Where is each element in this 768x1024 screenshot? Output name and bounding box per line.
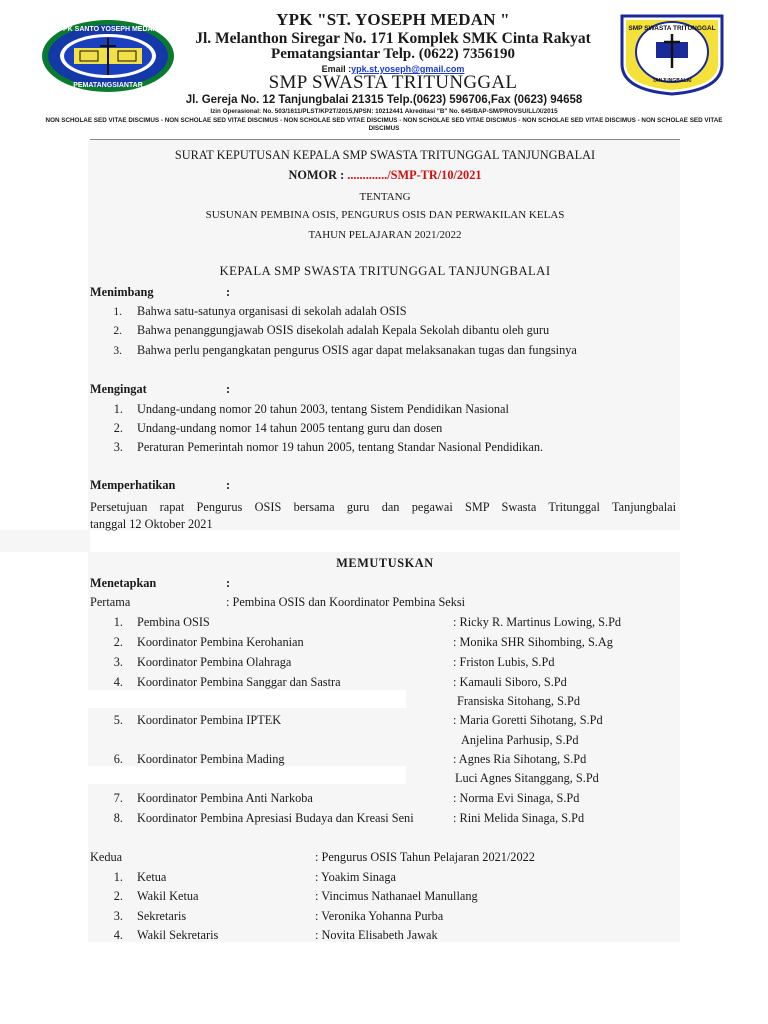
mengingat-num: 1. xyxy=(113,402,123,416)
page-shade xyxy=(0,530,90,552)
pembina-num: 4. xyxy=(113,675,123,689)
pembina-role: Koordinator Pembina Mading xyxy=(137,752,285,766)
logo-ring-top: YPK SANTO YOSEPH MEDAN xyxy=(58,26,158,33)
school-address: Jl. Gereja No. 12 Tanjungbalai 21315 Telp.(0623) 596706,Fax (0623) 94658 xyxy=(185,94,583,106)
menetapkan-label: Menetapkan xyxy=(90,576,157,590)
foundation-name: YPK "ST. YOSEPH MEDAN " xyxy=(276,10,510,29)
mengingat-num: 2. xyxy=(113,421,123,435)
pertama-text: : Pembina OSIS dan Koordinator Pembina Seksi xyxy=(226,595,466,609)
pembina-name: : Ricky R. Martinus Lowing, S.Pd xyxy=(453,615,622,629)
pembina-num: 1. xyxy=(113,615,123,629)
memperhatikan-label: Memperhatikan xyxy=(90,478,176,492)
menimbang-num: 2. xyxy=(113,325,122,337)
pertama-label: Pertama xyxy=(90,595,131,609)
menimbang-num: 1. xyxy=(113,306,122,318)
pembina-role: Pembina OSIS xyxy=(137,615,210,629)
page-shade xyxy=(88,766,406,784)
pembina-num: 3. xyxy=(113,655,123,669)
pengurus-role: Ketua xyxy=(137,870,167,884)
page-shade xyxy=(88,690,406,708)
menimbang-item: Bahwa perlu pengangkatan pengurus OSIS agar dapat melaksanakan tugas dan fungsinya xyxy=(137,343,577,357)
pengurus-num: 1. xyxy=(113,870,123,884)
pembina-num: 7. xyxy=(113,791,123,805)
memperhatikan-text-date: tanggal 12 Oktober 2021 xyxy=(90,517,213,531)
pengurus-num: 4. xyxy=(113,928,123,942)
pembina-num: 8. xyxy=(113,811,123,825)
pengurus-name: : Yoakim Sinaga xyxy=(315,870,396,884)
school-permit: Izin Operasional: No. 503/1611/PLST/KP2T/2015,NPSN: 10212441 Akreditasi "B" No. 645/BAP-SM/PROVSU/LL/X/2015 xyxy=(210,108,558,115)
pembina-role: Koordinator Pembina Anti Narkoba xyxy=(137,791,313,805)
decree-title: SURAT KEPUTUSAN KEPALA SMP SWASTA TRITUNGGAL TANJUNGBALAI xyxy=(174,148,596,162)
school-motto: NON SCHOLAE SED VITAE DISCIMUS - NON SCHOLAE SED VITAE DISCIMUS - NON SCHOLAE SED VITAE DISCIMUS - NON SCHOLAE SED VITAE DISCIMUS - NON SCHOLAE SED VITAE DISCIMUS - NON SCHOLAE SED VITAE DISCIMUS xyxy=(45,117,723,132)
mengingat-item: Undang-undang nomor 14 tahun 2005 tentang guru dan dosen xyxy=(137,421,443,435)
decree-number-label: NOMOR : xyxy=(288,168,348,182)
pengurus-role: Sekretaris xyxy=(137,909,187,923)
mengingat-label: Mengingat xyxy=(90,382,147,396)
pembina-name-extra: Luci Agnes Sitanggang, S.Pd xyxy=(455,771,599,785)
school-name: SMP SWASTA TRITUNGGAL xyxy=(268,72,518,93)
pembina-num: 5. xyxy=(113,713,123,727)
pembina-role: Koordinator Pembina Olahraga xyxy=(137,655,292,669)
kedua-label: Kedua xyxy=(90,850,123,864)
pembina-role: Koordinator Pembina IPTEK xyxy=(137,713,282,727)
email-label: Email : xyxy=(321,64,352,74)
menimbang-item: Bahwa penanggungjawab OSIS disekolah adalah Kepala Sekolah dibantu oleh guru xyxy=(137,323,550,337)
memutuskan-heading: MEMUTUSKAN xyxy=(336,556,434,570)
letterhead-divider xyxy=(90,139,680,140)
pembina-name: : Maria Goretti Sihotang, S.Pd xyxy=(453,713,603,727)
email-link[interactable]: ypk.st.yoseph@gmail.com xyxy=(351,64,465,74)
menimbang-num: 3. xyxy=(113,345,122,357)
foundation-city-phone: Pematangsiantar Telp. (0622) 7356190 xyxy=(271,46,515,62)
decree-about: TENTANG xyxy=(359,191,411,203)
pembina-name: : Norma Evi Sinaga, S.Pd xyxy=(453,791,580,805)
decree-number xyxy=(90,168,680,183)
memperhatikan-text-line: Persetujuan rapat Pengurus OSIS bersama guru dan pegawai SMP Swasta Tritunggal Tanjungbalai xyxy=(90,500,676,514)
menimbang-colon: : xyxy=(226,285,231,299)
pengurus-name: : Veronika Yohanna Purba xyxy=(315,909,444,923)
pembina-num: 2. xyxy=(113,635,123,649)
decree-year: TAHUN PELAJARAN 2021/2022 xyxy=(308,229,462,241)
pembina-role: Koordinator Pembina Apresiasi Budaya dan Kreasi Seni xyxy=(137,811,414,825)
pembina-name: : Monika SHR Sihombing, S.Ag xyxy=(453,635,613,649)
foundation-address: Jl. Melanthon Siregar No. 171 Komplek SMK Cinta Rakyat xyxy=(195,30,591,47)
pembina-name: : Agnes Ria Sihotang, S.Pd xyxy=(453,752,587,766)
pengurus-name: : Novita Elisabeth Jawak xyxy=(315,928,438,942)
logo-ring-bottom: PEMATANGSIANTAR xyxy=(73,82,143,89)
mengingat-item: Undang-undang nomor 20 tahun 2003, tentang Sistem Pendidikan Nasional xyxy=(137,402,509,416)
pembina-name-extra: Fransiska Sitohang, S.Pd xyxy=(457,694,580,708)
pembina-name-extra: Anjelina Parhusip, S.Pd xyxy=(461,733,579,747)
menimbang-label: Menimbang xyxy=(90,285,154,299)
pengurus-role: Wakil Sekretaris xyxy=(137,928,219,942)
memperhatikan-colon: : xyxy=(226,478,231,492)
menetapkan-colon: : xyxy=(226,576,231,590)
pengurus-num: 2. xyxy=(113,889,123,903)
logo-school-name: SMP SWASTA TRITUNGGAL xyxy=(628,25,716,32)
pembina-name: : Rini Melida Sinaga, S.Pd xyxy=(453,811,585,825)
menimbang-item: Bahwa satu-satunya organisasi di sekolah adalah OSIS xyxy=(137,304,407,318)
decree-subject: SUSUNAN PEMBINA OSIS, PENGURUS OSIS DAN PERWAKILAN KELAS xyxy=(205,209,565,221)
kedua-text: : Pengurus OSIS Tahun Pelajaran 2021/2022 xyxy=(315,850,535,864)
foundation-logo xyxy=(40,18,176,94)
mengingat-num: 3. xyxy=(113,440,123,454)
pembina-role: Koordinator Pembina Kerohanian xyxy=(137,635,304,649)
logo-school-city: TANJUNGBALAI xyxy=(652,78,692,84)
school-logo xyxy=(616,12,728,96)
decree-number-value: ............./SMP-TR/10/2021 xyxy=(347,168,482,182)
pembina-num: 6. xyxy=(113,752,123,766)
mengingat-colon: : xyxy=(226,382,231,396)
mengingat-item: Peraturan Pemerintah nomor 19 tahun 2005, tentang Standar Nasional Pendidikan. xyxy=(137,440,544,454)
pengurus-num: 3. xyxy=(113,909,123,923)
pembina-name: : Kamauli Siboro, S.Pd xyxy=(453,675,567,689)
pengurus-role: Wakil Ketua xyxy=(137,889,199,903)
pembina-name: : Friston Lubis, S.Pd xyxy=(453,655,555,669)
pembina-role: Koordinator Pembina Sanggar dan Sastra xyxy=(137,675,341,689)
pengurus-name: : Vincimus Nathanael Manullang xyxy=(315,889,478,903)
decree-heading: KEPALA SMP SWASTA TRITUNGGAL TANJUNGBALAI xyxy=(219,264,551,278)
